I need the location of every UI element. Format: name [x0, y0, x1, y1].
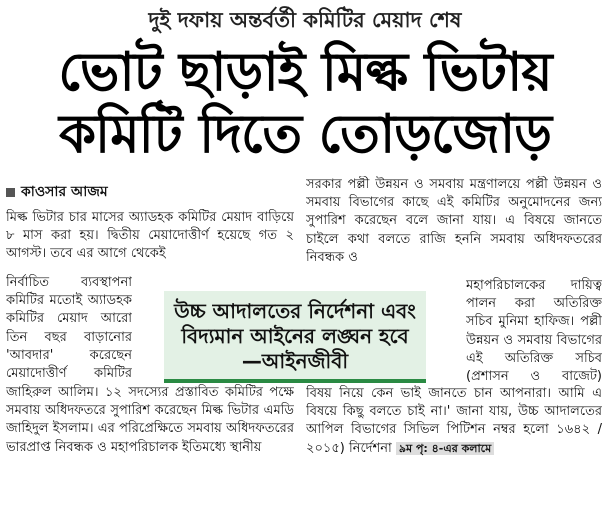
- kicker: দুই দফায় অন্তর্বর্তী কমিটির মেয়াদ শেষ: [148, 8, 462, 32]
- headline: [0, 42, 610, 166]
- left-column-top: [6, 209, 294, 269]
- right-column-top: [306, 176, 602, 274]
- byline: [6, 180, 108, 204]
- pull-quote: উচ্চ আদালতের নির্দেশনা এবং বিদ্যমান আইনের লঙ্ঘন হবে —আইনজীবী: [164, 291, 426, 383]
- headline-line-1: ভোট ছাড়াই মিল্ক ভিটায়: [58, 42, 552, 103]
- headline-line-2: কমিটি দিতে তোড়জোড়: [58, 104, 552, 165]
- right-column-narrow: [466, 277, 602, 385]
- left-top-text: মিল্ক ভিটার চার মাসের অ্যাডহক কমিটির মেয়াদ বাড়িয়ে ৮ মাস করা হয়। দ্বিতীয় মেয়াদোত্তীর্ণ হয়েছে গত ২ আগস্ট। তবে এর আগে থেকেই: [6, 210, 294, 262]
- right-column-bottom: [306, 385, 602, 515]
- right-top-text: সরকার পল্লী উন্নয়ন ও সমবায় মন্ত্রণালয়ে পল্লী উন্নয়ন ও সমবায় বিভাগের কাছে এই কমিটির অনুমোদনের জন্য সুপারিশ করেছেন বলে জানা যায়। এ বিষয়ে জানতে চাইলে কথা বলতে রাজি হননি সমবায় অধিদফতরের নিবন্ধক ও: [306, 177, 602, 265]
- right-bottom-body: বিষয় নিয়ে কেন ভাই জানতে চান আপনারা। আমি এ বিষয়ে কিছু বলতে চাই না।' জানা যায়, উচ্চ আদালতের আপিল বিভাগের সিভিল পিটিশন নম্বর হলো ১৬৪২ /২০১৫) নির্দেশনা: [306, 386, 602, 456]
- left-bottom-text: জাহিরুল আলিম। ১২ সদস্যের প্রস্তাবিত কমিটির পক্ষে সমবায় অধিদফতরে সুপারিশ করেছেন মিল্ক ভিটার এমডি জাহিদুল ইসলাম। এর পরিপ্রেক্ষিতে সমবায় অধিদফতরের ভারপ্রাপ্ত নিবন্ধক ও মহাপরিচালক ইতিমধ্যে স্থানীয়: [6, 385, 294, 455]
- byline-author: কাওসার আজম: [21, 184, 108, 200]
- right-bottom-text: [306, 385, 602, 458]
- left-narrow-text: নির্বাচিত ব্যবস্থাপনা কমিটির মতোই অ্যাডহক কমিটির মেয়াদ আরো তিন বছর বাড়ানোর 'আবদার' করেছেন মেয়াদোত্তীর্ণ কমিটির: [6, 275, 132, 382]
- left-column-narrow: [6, 274, 132, 382]
- left-column-bottom: [6, 384, 294, 514]
- right-narrow-text: মহাপরিচালকের দায়িত্ব পালন করা অতিরিক্ত সচিব মুনিমা হাফিজ। পল্লী উন্নয়ন ও সমবায় বিভাগের এই অতিরিক্ত সচিব (প্রশাসন ও বাজেট): [466, 278, 602, 385]
- jump-reference: ৯ম পৃ: ৪-এর কলামে: [396, 442, 494, 455]
- byline-bullet-icon: [6, 188, 15, 197]
